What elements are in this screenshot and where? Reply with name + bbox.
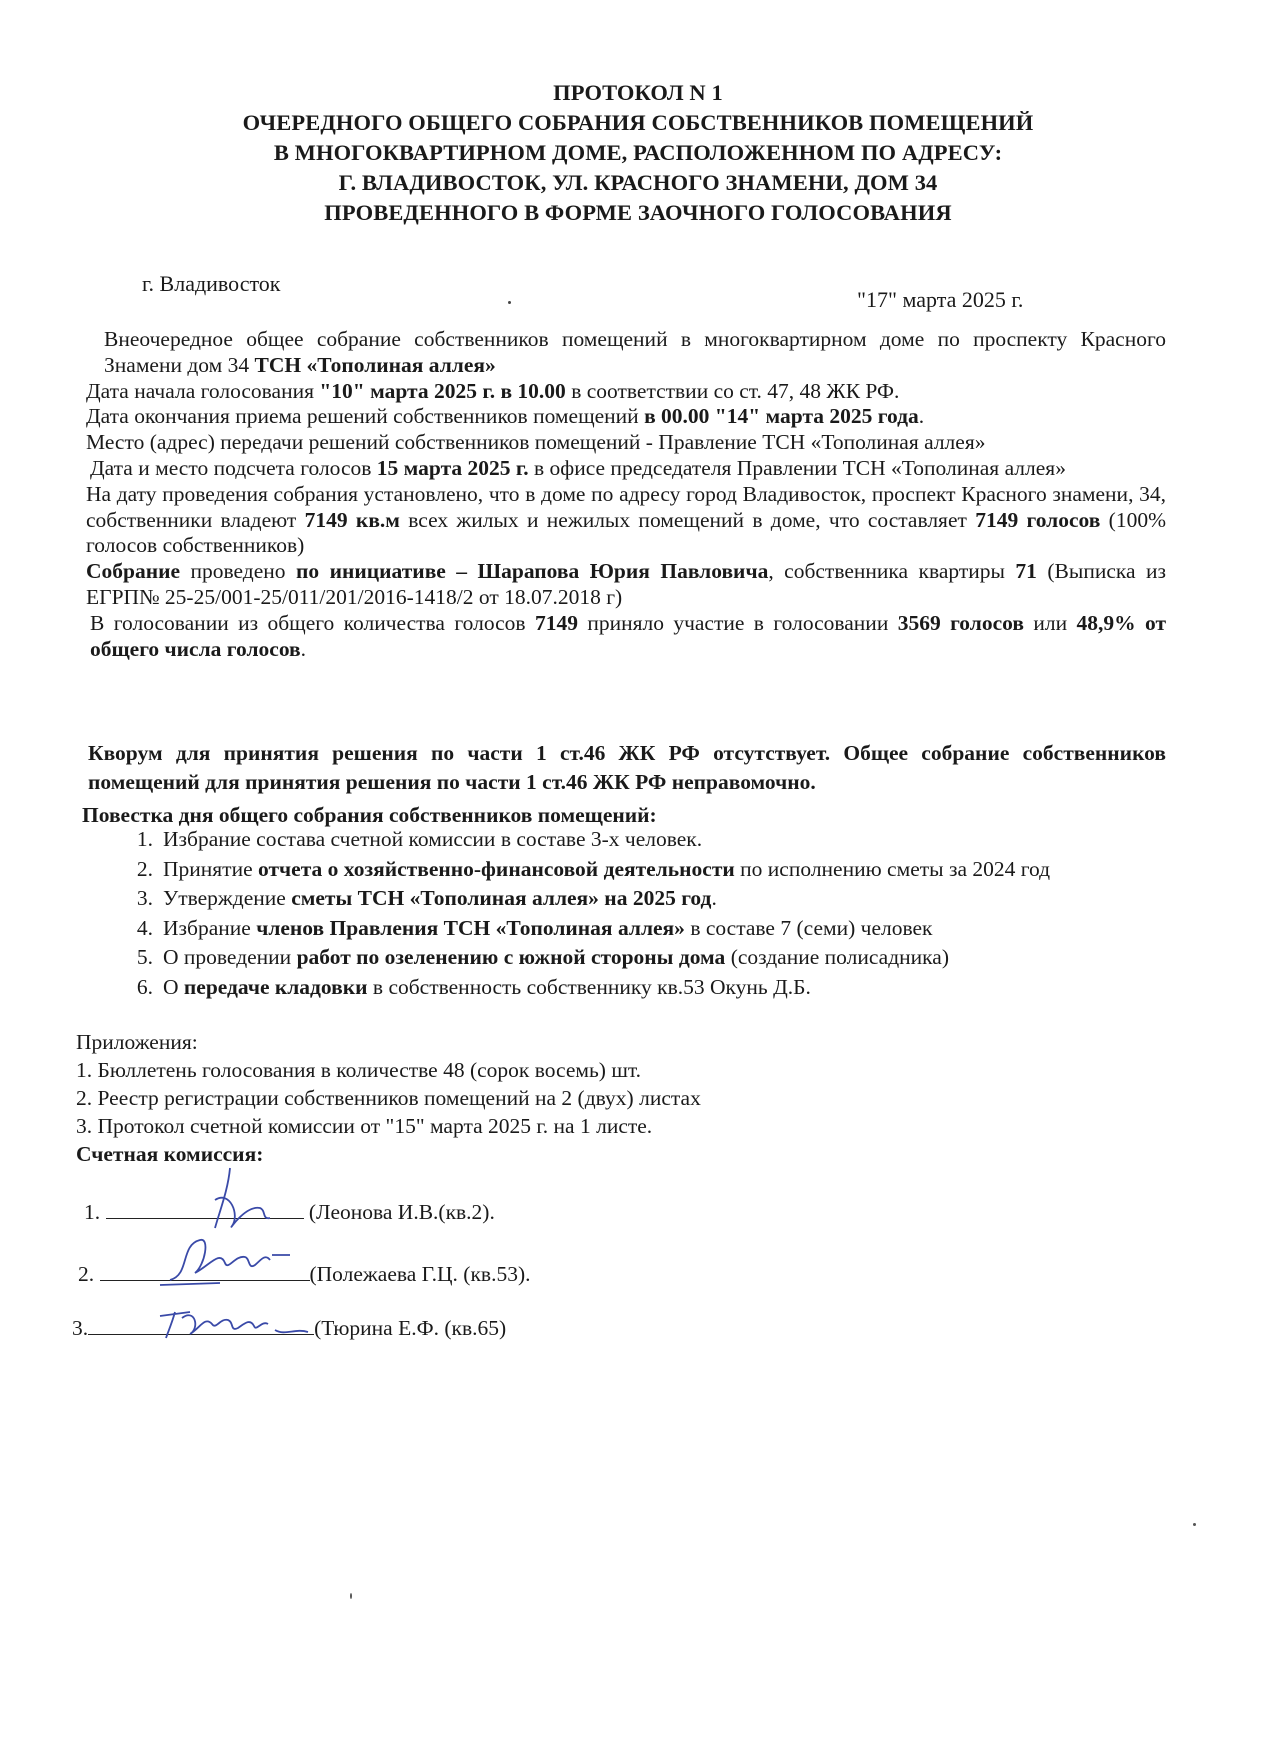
commission-heading: Счетная комиссия: xyxy=(76,1142,264,1166)
item-number: 4. xyxy=(136,915,153,940)
start-date: "10" марта 2025 г. в 10.00 xyxy=(319,378,566,403)
scan-speck xyxy=(350,1593,352,1599)
paragraph-area xyxy=(86,482,1166,559)
agenda-list xyxy=(110,827,1170,1001)
text: На дату проведения собрания установлено, что в доме по адресу город Владивосток, проспект Красного знамени, 34, собственники владеют xyxy=(86,481,1166,532)
text: Утверждение xyxy=(163,886,292,911)
area-value: 7149 кв.м xyxy=(304,507,400,532)
text: . xyxy=(711,886,717,911)
scan-speck xyxy=(508,301,511,304)
agenda-heading: Повестка дня общего собрания собственников помещений: xyxy=(82,803,657,827)
votes-total: 7149 xyxy=(534,610,578,635)
text: (100% голосов собственников) xyxy=(86,507,1166,558)
signature-3-mark xyxy=(150,1298,320,1348)
appendix-item: 3. Протокол счетной комиссии от "15" марта 2025 г. на 1 листе. xyxy=(76,1114,653,1138)
text: отчета о хозяйственно-финансовой деятельности xyxy=(258,856,735,881)
participation-percent: 48,9% от общего числа голосов xyxy=(90,610,1167,661)
title-line-1: ПРОТОКОЛ N 1 xyxy=(553,80,723,105)
list-item xyxy=(110,945,1170,971)
text: работ по озеленению с южной стороны дома xyxy=(296,945,726,970)
quorum-statement xyxy=(82,739,1166,797)
text: сметы ТСН «Тополиная аллея» на 2025 год xyxy=(291,886,712,911)
text: О проведении xyxy=(163,945,297,970)
appendix-section xyxy=(76,1028,701,1168)
text: Собрание xyxy=(86,559,181,584)
votes-participated: 3569 голосов xyxy=(897,610,1024,635)
city-label: г. Владивосток xyxy=(142,271,281,296)
text: Дата начала голосования xyxy=(86,378,320,403)
appendix-item: 1. Бюллетень голосования в количестве 48 (сорок восемь) шт. xyxy=(76,1058,642,1082)
scan-speck xyxy=(1193,1523,1196,1526)
paragraph-count xyxy=(86,456,1166,482)
item-number: 6. xyxy=(136,974,153,999)
quorum-text: Кворум для принятия решения по части 1 ст.46 ЖК РФ отсутствует. Общее собрание собственников помещений для принятия решения по части 1 ст.46 ЖК РФ неправомочно. xyxy=(88,741,1166,794)
hoa-name: ТСН «Тополиная аллея» xyxy=(254,352,496,377)
paragraph-initiator xyxy=(86,559,1166,611)
text: в соответствии со ст. 47, 48 ЖК РФ. xyxy=(565,378,900,403)
signature-2-mark xyxy=(150,1225,320,1295)
text: В голосовании из общего количества голосов xyxy=(90,610,535,635)
list-item xyxy=(110,886,1170,912)
text: Место (адрес) передачи решений собственников помещений - Правление ТСН «Тополиная аллея» xyxy=(86,430,986,455)
item-number: 1. xyxy=(136,827,153,851)
text: О xyxy=(163,974,184,999)
text: (создание полисадника) xyxy=(725,945,949,970)
item-text xyxy=(163,857,1170,883)
paragraph-end-date xyxy=(86,404,1166,430)
item-number: 2. xyxy=(136,856,153,881)
signer-name: (Полежаева Г.Ц. (кв.53). xyxy=(309,1262,531,1286)
signer-name: (Леонова И.В.(кв.2). xyxy=(303,1200,495,1224)
count-date: 15 марта 2025 г. xyxy=(376,455,529,480)
paragraph-participation xyxy=(86,611,1166,663)
text: (Выписка из ЕГРП№ 25-25/001-25/011/201/2016-1418/2 от 18.07.2018 г) xyxy=(86,559,1166,609)
item-text xyxy=(163,916,1170,942)
end-date: в 00.00 "14" марта 2025 года xyxy=(644,404,919,429)
text: в собственность собственнику кв.53 Окунь Д.Б. xyxy=(367,974,811,999)
title-line-3: В МНОГОКВАРТИРНОМ ДОМЕ, РАСПОЛОЖЕННОМ ПО АДРЕСУ: xyxy=(273,140,1003,165)
protocol-body xyxy=(86,327,1166,662)
protocol-date: "17" марта 2025 г. xyxy=(857,287,1024,312)
appendix-heading: Приложения: xyxy=(76,1030,198,1054)
paragraph-meeting xyxy=(86,327,1166,379)
text: . xyxy=(300,636,307,661)
item-number: 5. xyxy=(136,945,153,970)
signature-number: 2. xyxy=(78,1262,95,1286)
title-line-5: ПРОВЕДЕННОГО В ФОРМЕ ЗАОЧНОГО ГОЛОСОВАНИЯ xyxy=(324,200,952,225)
item-text xyxy=(163,886,1170,912)
appendix-item: 2. Реестр регистрации собственников помещений на 2 (двух) листах xyxy=(76,1086,701,1110)
item-text xyxy=(163,827,1170,853)
list-item xyxy=(110,827,1170,853)
text: всех жилых и нежилых помещений в доме, что составляет xyxy=(399,507,976,532)
list-item xyxy=(110,975,1170,1001)
text: , собственника квартиры xyxy=(768,559,1016,584)
list-item xyxy=(110,916,1170,942)
signature-number: 3. xyxy=(72,1316,89,1340)
paragraph-start-date xyxy=(86,379,1166,405)
text: передаче кладовки xyxy=(183,974,368,999)
document-title xyxy=(0,78,1276,228)
text: Принятие xyxy=(163,856,258,881)
signature-number: 1. xyxy=(84,1200,101,1224)
text: или xyxy=(1023,610,1077,635)
text: Внеочередное общее собрание собственников помещений в многоквартирном доме по проспекту Красного Знамени дом 34 xyxy=(104,327,1166,377)
item-text xyxy=(163,945,1170,971)
list-item xyxy=(110,857,1170,883)
votes-total: 7149 голосов xyxy=(975,507,1101,532)
text: Дата и место подсчета голосов xyxy=(90,455,377,480)
text: членов Правления ТСН «Тополиная аллея» xyxy=(256,915,685,940)
text: . xyxy=(918,404,925,429)
text: Избрание xyxy=(163,915,257,940)
text: проведено xyxy=(180,559,297,584)
item-text xyxy=(163,975,1170,1001)
text: Избрание состава счетной комиссии в составе 3-х человек. xyxy=(163,827,703,851)
text: приняло участие в голосовании xyxy=(577,610,898,635)
signer-name: (Тюрина Е.Ф. (кв.65) xyxy=(314,1316,507,1340)
text: в составе 7 (семи) человек xyxy=(684,915,933,940)
title-line-2: ОЧЕРЕДНОГО ОБЩЕГО СОБРАНИЯ СОБСТВЕННИКОВ ПОМЕЩЕНИЙ xyxy=(242,110,1034,135)
item-number: 3. xyxy=(136,886,153,911)
apartment-number: 71 xyxy=(1015,559,1037,584)
initiator-name: по инициативе – Шарапова Юрия Павловича xyxy=(296,559,769,584)
paragraph-place xyxy=(86,430,1166,456)
text: в офисе председателя Правлении ТСН «Тополиная аллея» xyxy=(528,455,1066,480)
title-line-4: Г. ВЛАДИВОСТОК, УЛ. КРАСНОГО ЗНАМЕНИ, ДОМ 34 xyxy=(338,170,938,195)
text: по исполнению сметы за 2024 год xyxy=(734,856,1051,881)
text: Дата окончания приема решений собственников помещений xyxy=(86,404,645,429)
